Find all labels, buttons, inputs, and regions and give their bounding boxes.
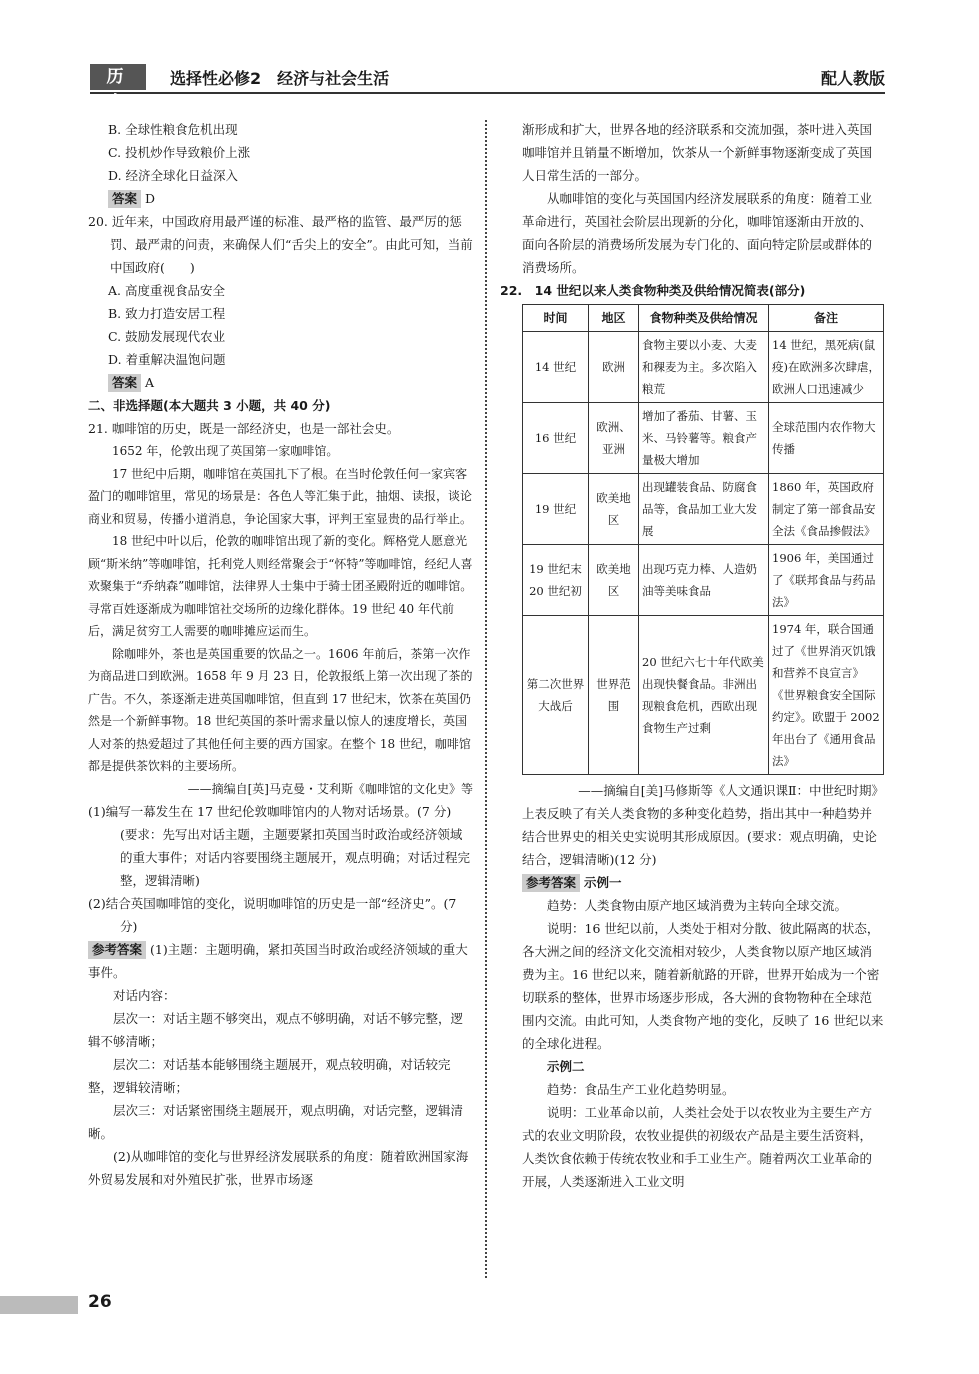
example-label: 示例一 [584,875,622,890]
question-20-stem: 20. 近年来，中国政府用最严谨的标准、最严格的监管、最严厉的惩罚、最严肃的问责，来确保人们“舌尖上的安全”。由此可知，当前中国政府( ) [88,214,473,275]
answer-value: A [145,375,155,390]
table-header: 时间 [523,305,589,332]
section-heading: 二、非选择题(本大题共 3 小题，共 40 分) [88,398,331,413]
table-cell: 欧洲 [589,332,639,403]
option: B. 全球性粮食危机出现 [108,122,238,137]
question-22-stem: 上表反映了有关人类食物的多种变化趋势，指出其中一种趋势并结合世界史的相关史实说明其形成原因。(要求：观点明确，史论结合，逻辑清晰)(12 分) [522,806,877,867]
reference-text: (1)主题：主题明确，紧扣英国当时政治或经济领域的重大事件。 [88,942,468,980]
reference-paragraph: 趋势：食品生产工业化趋势明显。 [547,1082,735,1097]
table-cell: 食物主要以小麦、大麦和稞麦为主。多次陷入粮荒 [639,332,769,403]
continued-paragraph: 从咖啡馆的变化与英国国内经济发展联系的角度：随着工业革命进行，英国社会阶层出现新的分化，咖啡馆逐渐由开放的、面向各阶层的消费场所发展为专门化的、面向特定阶层或群体的消费场所。 [522,191,873,275]
continued-paragraph: 渐形成和扩大，世界各地的经济联系和交流加强，茶叶进入英国咖啡馆并且销量不断增加，饮茶从一个新鲜事物逐渐变成了英国人日常生活的一部分。 [522,122,873,183]
reference-answer [88,938,473,984]
example-label: 示例二 [547,1059,585,1074]
table-cell: 世界范围 [589,616,639,775]
table-cell: 出现罐装食品、防腐食品等，食品加工业大发展 [639,474,769,545]
option: C. 鼓励发展现代农业 [108,329,226,344]
table-cell: 19 世纪 [523,474,589,545]
reference-paragraph: 说明：工业革命以前，人类社会处于以农牧业为主要生产方式的农业文明阶段，农牧业提供的初级农产品是主要生活资料，人类饮食依赖于传统农牧业和手工业生产。随着两次工业革命的开展，人类逐渐进入工业文明 [522,1105,873,1189]
table-cell: 欧美地区 [589,474,639,545]
table-row [523,332,884,403]
answer-badge: 答案 [108,190,141,208]
table-cell: 欧洲、亚洲 [589,403,639,474]
sub-question: (1)编写一幕发生在 17 世纪伦敦咖啡馆内的人物对话场景。(7 分) [88,804,452,819]
table-cell: 1974 年，联合国通过了《世界消灭饥饿和营养不良宣言》《世界粮食安全国际约定》。欧盟于 2002 年出台了《通用食品法》 [769,616,884,775]
footer-bar [0,1296,78,1314]
table-cell: 16 世纪 [523,403,589,474]
left-column [88,118,473,1191]
option: A. 高度重视食品安全 [108,283,225,298]
material-block [88,440,473,800]
question-22-title: 22. 14 世纪以来人类食物种类及供给情况简表(部分) [500,283,806,298]
right-column [500,118,884,1193]
source-citation: ——摘编自[英]马克曼・艾利斯《咖啡馆的文化史》等 [187,781,473,796]
answer-line [88,371,473,394]
reference-paragraph: 层次二：对话基本能够围绕主题展开，观点较明确，对话较完整，逻辑较清晰； [88,1057,451,1095]
material-paragraph: 17 世纪中后期，咖啡馆在英国扎下了根。在当时伦敦任何一家宾客盈门的咖啡馆里，常见的场景是：各色人等汇集于此，抽烟、读报，谈论商业和贸易，传播小道消息，争论国家大事，评判王室显贵的品行举止。 [88,466,473,526]
table-cell: 19 世纪末 20 世纪初 [523,545,589,616]
book-title: 选择性必修2 经济与社会生活 [170,69,390,88]
table-cell: 14 世纪，黑死病(鼠疫)在欧洲多次肆虐，欧洲人口迅速减少 [769,332,884,403]
table-cell: 出现巧克力棒、人造奶油等美味食品 [639,545,769,616]
material-paragraph: 1652 年，伦敦出现了英国第一家咖啡馆。 [112,444,339,458]
option: C. 投机炒作导致粮价上涨 [108,145,251,160]
sub-question: (2)结合英国咖啡馆的变化，说明咖啡馆的历史是一部“经济史”。(7 分) [88,896,457,934]
option: B. 致力打造安居工程 [108,306,226,321]
reference-paragraph: 对话内容： [113,988,176,1003]
table-cell: 20 世纪六七十年代欧美出现快餐食品。非洲出现粮食危机，西欧出现食物生产过剩 [639,616,769,775]
table-cell: 1906 年，美国通过了《联邦食品与药品法》 [769,545,884,616]
answer-line [88,187,473,210]
table-row [523,616,884,775]
reference-badge: 参考答案 [522,874,580,892]
table-row [523,403,884,474]
page-header [90,62,885,113]
table-cell: 增加了番茄、甘薯、玉米、马铃薯等。粮食产量极大增加 [639,403,769,474]
subject-badge: 历 史 [90,64,146,90]
table-row [523,545,884,616]
table-cell: 全球范围内农作物大传播 [769,403,884,474]
material-paragraph: 18 世纪中叶以后，伦敦的咖啡馆出现了新的变化。辉格党人愿意光顾“斯米纳”等咖啡馆，托利党人则经常聚会于“怀特”等咖啡馆，经纪人喜欢聚集于“乔纳森”咖啡馆，法律界人士集中于骑士团圣殿附近的咖啡馆。寻常百姓逐渐成为咖啡馆社交场所的边缘化群体。19 世纪 40 年代前后，满足贫穷工人需要的咖啡摊应运而生。 [88,534,473,638]
requirement: (要求：先写出对话主题，主题要紧扣英国当时政治或经济领域的重大事件；对话内容要围绕主题展开，观点明确；对话过程完整，逻辑清晰) [120,827,471,888]
page-number: 26 [88,1292,112,1312]
question-21-stem: 21. 咖啡馆的历史，既是一部经济史，也是一部社会史。 [88,421,400,436]
reference-paragraph: (2)从咖啡馆的变化与世界经济发展联系的角度：随着欧洲国家海外贸易发展和对外殖民扩张，世界市场逐 [88,1149,469,1187]
table-header: 地区 [589,305,639,332]
table-cell: 1860 年，英国政府制定了第一部食品安全法《食品掺假法》 [769,474,884,545]
material-paragraph: 除咖啡外，茶也是英国重要的饮品之一。1606 年前后，茶第一次作为商品进口到欧洲。1658 年 9 月 23 日，伦敦报纸上第一次出现了茶的广告。不久，茶逐渐走进英国咖啡馆，但直到 17 世纪末，饮茶在英国仍然是一个新鲜事物。18 世纪英国的茶叶需求量以惊人的速度增长，英国人对茶的热爱超过了其他任何主要的西方国家。在整个 18 世纪，咖啡馆都是提供茶饮料的主要场所。 [88,646,473,773]
option: D. 经济全球化日益深入 [108,168,239,183]
table-cell: 欧美地区 [589,545,639,616]
reference-paragraph: 层次一：对话主题不够突出，观点不够明确，对话不够完整，逻辑不够清晰； [88,1011,464,1049]
reference-paragraph: 趋势：人类食物由原产地区域消费为主转向全球交流。 [547,898,848,913]
column-divider [485,120,487,1278]
food-supply-table [522,304,884,775]
table-header: 备注 [769,305,884,332]
table-cell: 14 世纪 [523,332,589,403]
table-cell: 第二次世界大战后 [523,616,589,775]
reference-badge: 参考答案 [88,941,146,959]
reference-paragraph: 说明：16 世纪以前，人类处于相对分散、彼此隔离的状态，各大洲之间的经济文化交流相对较少，人类食物以原产地区域消费为主。16 世纪以来，随着新航路的开辟，世界开始成为一个密切联系的整体，世界市场逐步形成，各大洲的食物物种在全球范围内交流。由此可知，人类食物产地的变化，反映了 16 世纪以来的全球化进程。 [522,921,884,1051]
answer-value: D [145,191,156,206]
option: D. 着重解决温饱问题 [108,352,226,367]
reference-answer [522,871,884,894]
answer-badge: 答案 [108,374,141,392]
reference-paragraph: 层次三：对话紧密围绕主题展开，观点明确，对话完整，逻辑清晰。 [88,1103,464,1141]
table-header: 食物种类及供给情况 [639,305,769,332]
table-header-row [523,305,884,332]
edition-label: 配人教版 [820,69,885,88]
table-row [523,474,884,545]
source-citation: ——摘编自[美]马修斯等《人文通识课Ⅱ：中世纪时期》 [578,783,884,798]
